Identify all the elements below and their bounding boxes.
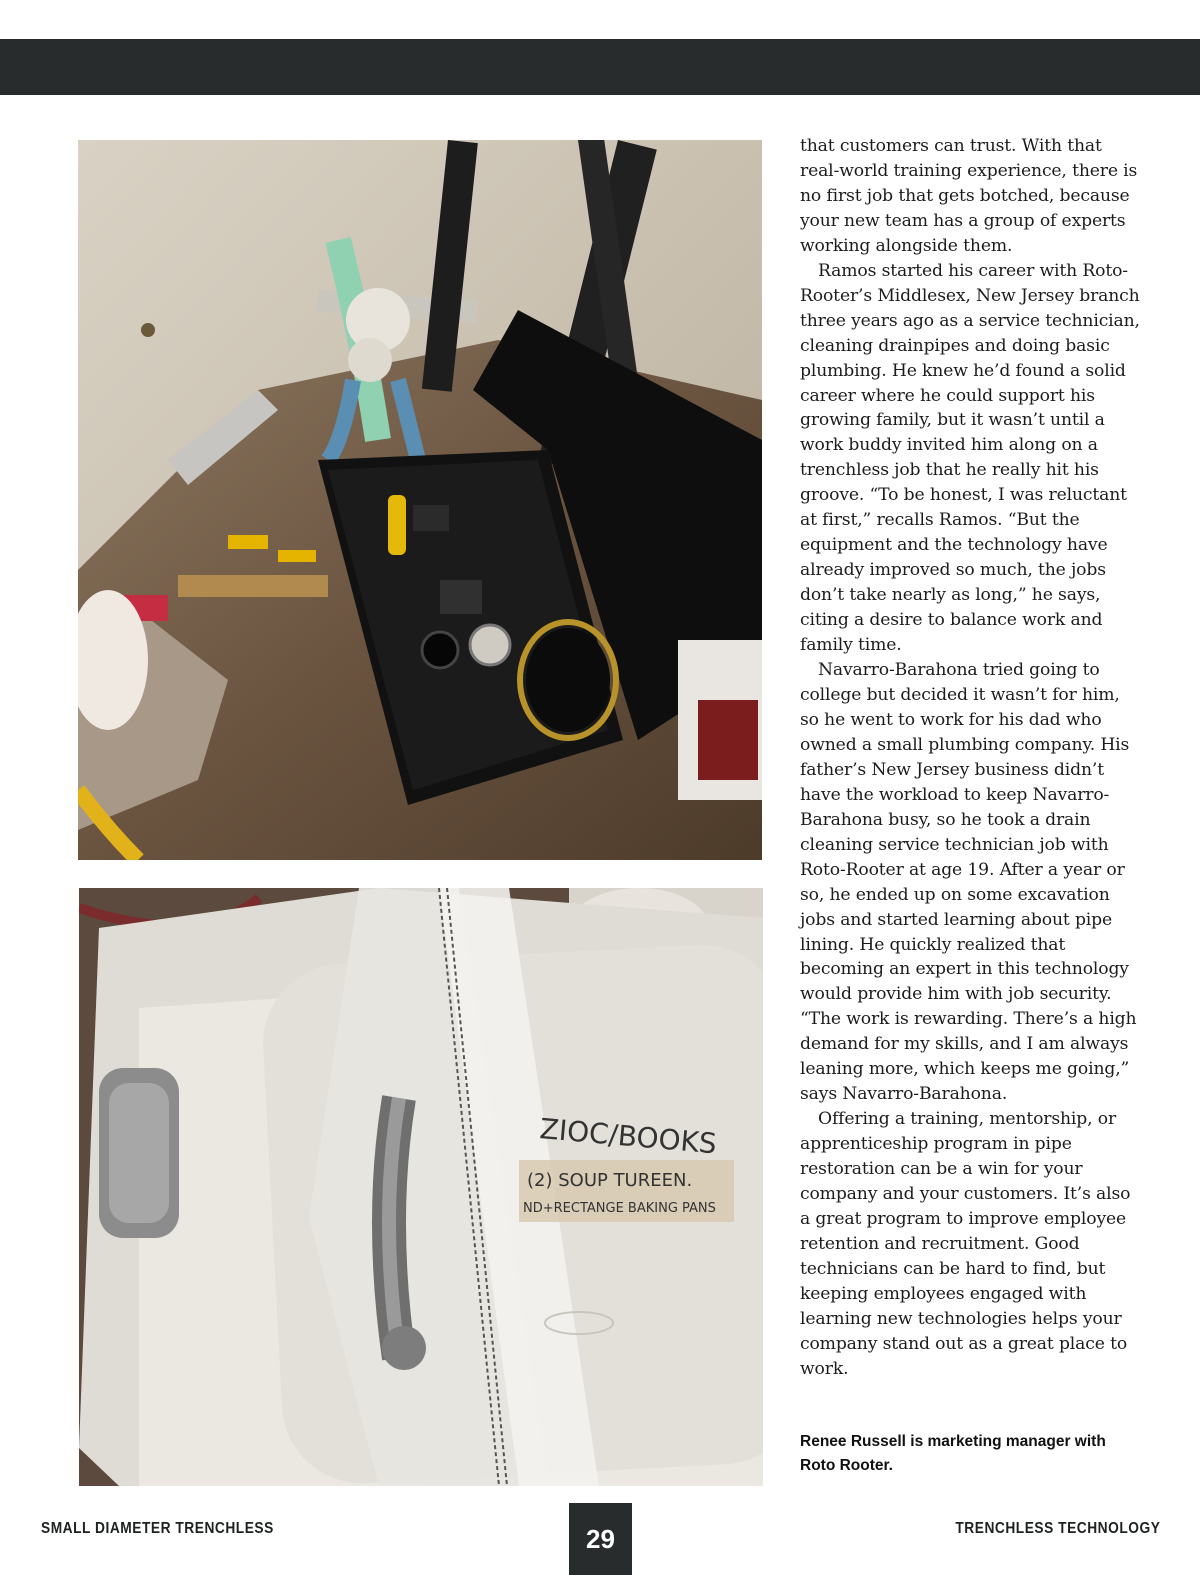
footer-publication-name: TRENCHLESS TECHNOLOGY: [954, 1520, 1160, 1537]
photo-equipment-box: [78, 140, 762, 860]
article-paragraph: Offering a training, mentorship, or apprenticeship program in pipe restoration can be a win for your company and your customers. It’s also a great program to improve employee retention and recruitment. Good technicians can be hard to find, but keeping employees engaged with learning new technologies helps your company stand out as a great place to work.: [800, 1109, 1131, 1379]
footer-section-name: SMALL DIAMETER TRENCHLESS: [41, 1520, 274, 1537]
header-band: [0, 39, 1200, 95]
label-line-1: ZIOC/BOOKS: [538, 1112, 718, 1161]
author-bio: Renee Russell is marketing manager with Roto Rooter.: [800, 1433, 1106, 1474]
page-number: 29: [569, 1503, 632, 1575]
photo-equipment-box-graphic: [78, 140, 762, 860]
article-body: [800, 134, 1140, 1382]
article-paragraph: Ramos started his career with Roto-Rooter’s Middlesex, New Jersey branch three years ago as a service technician, cleaning drainpipes and doing basic plumbing. He knew he’d found a solid career where he could support his growing family, but it wasn’t until a work buddy invited him along on a trenchless job that he really hit his groove. “To be honest, I was reluctant at first,” recalls Ramos. “But the equipment and the technology have already improved so much, the jobs don’t take nearly as long,” he says, citing a desire to balance work and family time.: [800, 260, 1140, 656]
label-line-3: ND+RECTANGE BAKING PANS: [523, 1201, 716, 1216]
photo-liner-bin-graphic: [79, 888, 763, 1486]
label-line-2: (2) SOUP TUREEN.: [527, 1170, 693, 1191]
article-paragraph: that customers can trust. With that real-world training experience, there is no first job that gets botched, because your new team has a group of experts working alongside them.: [800, 136, 1138, 256]
photo-liner-bin: [79, 888, 763, 1486]
article-paragraph: Navarro-Barahona tried going to college but decided it wasn’t for him, so he went to work for his dad who owned a small plumbing company. His father’s New Jersey business didn’t have the workload to keep Navarro-Barahona busy, so he took a drain cleaning service technician job with Roto-Rooter at age 19. After a year or so, he ended up on some excavation jobs and started learning about pipe lining. He quickly realized that becoming an expert in this technology would provide him with job security. “The work is rewarding. There’s a high demand for my skills, and I am always leaning more, which keeps me going,” says Navarro-Barahona.: [800, 660, 1137, 1105]
